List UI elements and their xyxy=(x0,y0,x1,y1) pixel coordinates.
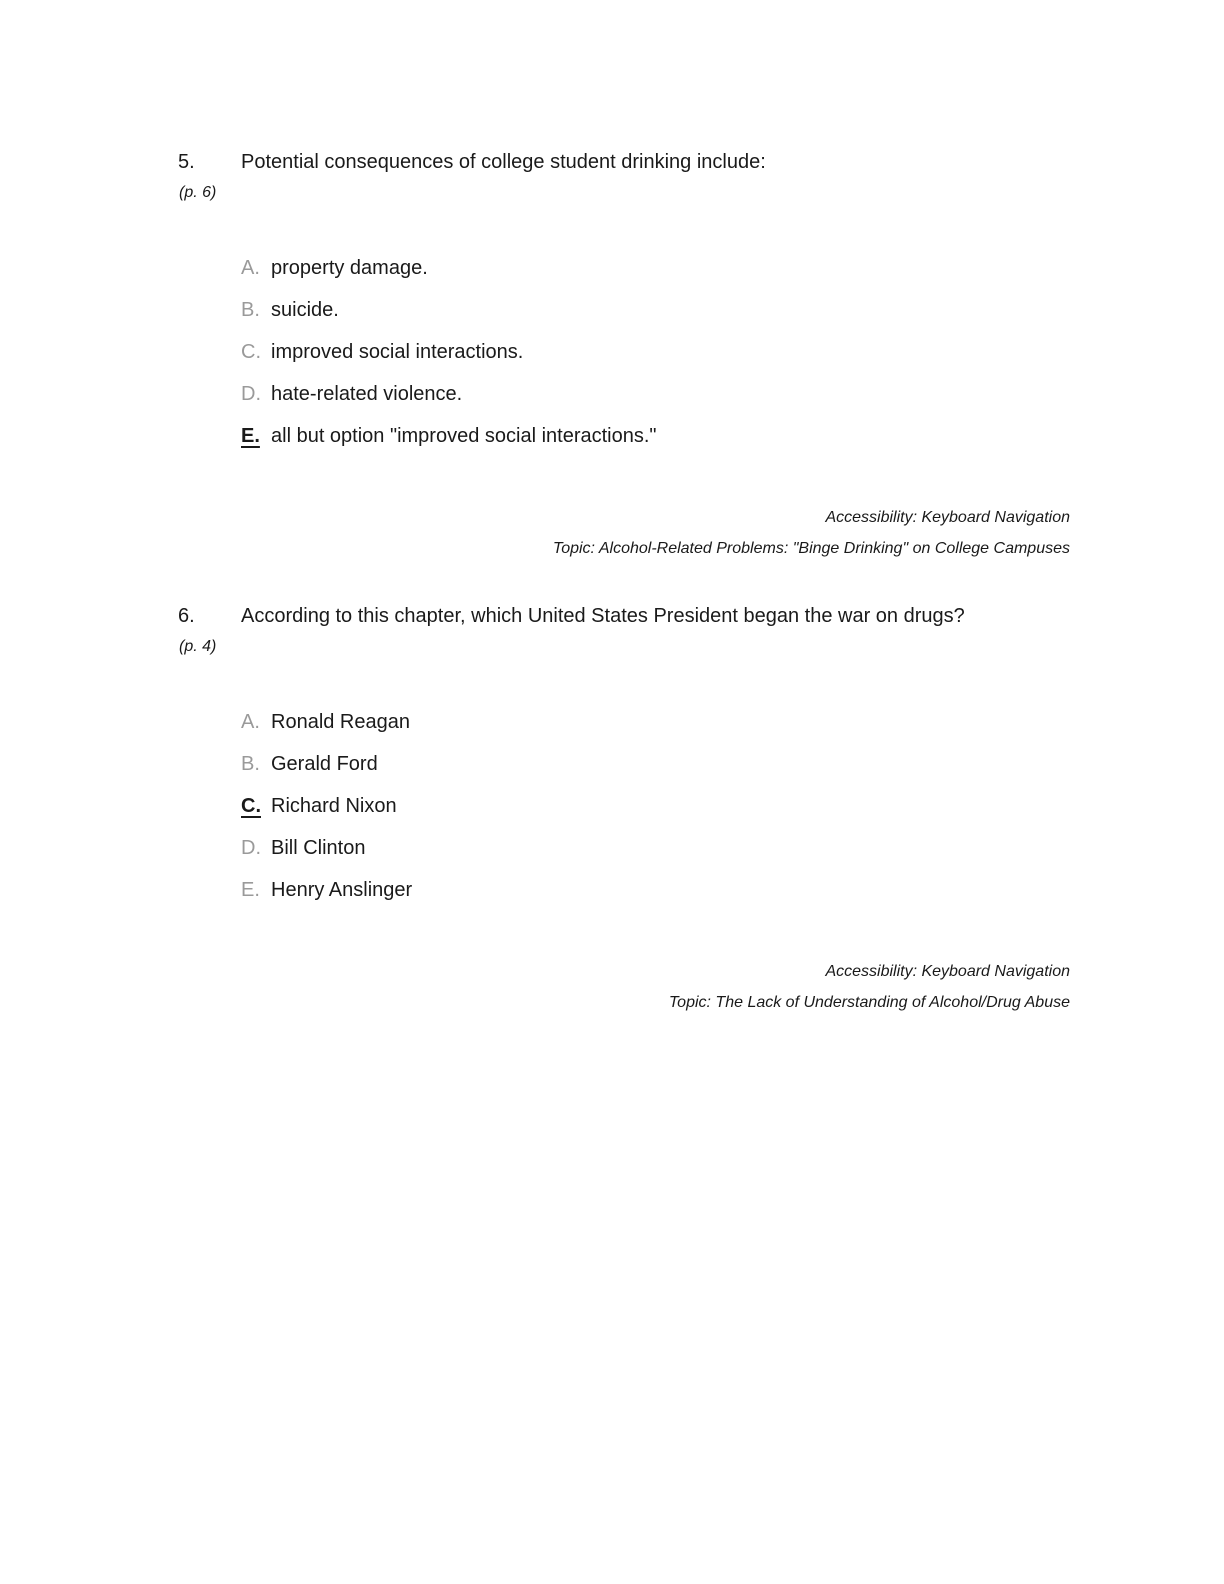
answer-option-a xyxy=(241,255,657,297)
question-stem: According to this chapter, which United States President began the war on drugs? xyxy=(241,605,965,627)
topic-note: Topic: Alcohol-Related Problems: "Binge Drinking" on College Campuses xyxy=(552,540,1070,557)
option-text: Richard Nixon xyxy=(271,795,397,817)
option-text: Bill Clinton xyxy=(271,837,366,859)
page-reference: (p. 4) xyxy=(179,638,217,655)
accessibility-note: Accessibility: Keyboard Navigation xyxy=(825,509,1070,526)
answer-option-c xyxy=(241,339,657,381)
option-letter: C. xyxy=(241,341,261,363)
option-text: Henry Anslinger xyxy=(271,879,413,901)
option-letter: D. xyxy=(241,837,261,859)
answer-options xyxy=(241,255,657,465)
option-text: hate-related violence. xyxy=(271,383,463,405)
answer-option-a xyxy=(241,709,412,751)
accessibility-note: Accessibility: Keyboard Navigation xyxy=(825,963,1070,980)
question-number: 6. xyxy=(178,605,195,627)
option-text: Ronald Reagan xyxy=(271,711,410,733)
answer-option-b xyxy=(241,751,412,793)
option-letter: B. xyxy=(241,753,260,775)
question-stem: Potential consequences of college student drinking include: xyxy=(241,151,766,173)
page-reference: (p. 6) xyxy=(179,184,217,201)
topic-note: Topic: The Lack of Understanding of Alcohol/Drug Abuse xyxy=(668,994,1070,1011)
option-letter: D. xyxy=(241,383,261,405)
option-letter: A. xyxy=(241,711,260,733)
answer-option-d xyxy=(241,835,412,877)
option-letter: E. xyxy=(241,879,260,901)
option-letter: B. xyxy=(241,299,260,321)
answer-options xyxy=(241,709,412,919)
answer-option-e xyxy=(241,877,412,919)
correct-option-letter: C. xyxy=(241,795,261,817)
answer-option-c xyxy=(241,793,412,835)
answer-option-b xyxy=(241,297,657,339)
option-letter: A. xyxy=(241,257,260,279)
option-text: all but option "improved social interactions." xyxy=(271,425,657,447)
answer-option-e xyxy=(241,423,657,465)
option-text: suicide. xyxy=(271,299,339,321)
option-text: improved social interactions. xyxy=(271,341,524,363)
option-text: Gerald Ford xyxy=(271,753,378,775)
answer-option-d xyxy=(241,381,657,423)
question-number: 5. xyxy=(178,151,195,173)
option-text: property damage. xyxy=(271,257,428,279)
correct-option-letter: E. xyxy=(241,425,260,447)
